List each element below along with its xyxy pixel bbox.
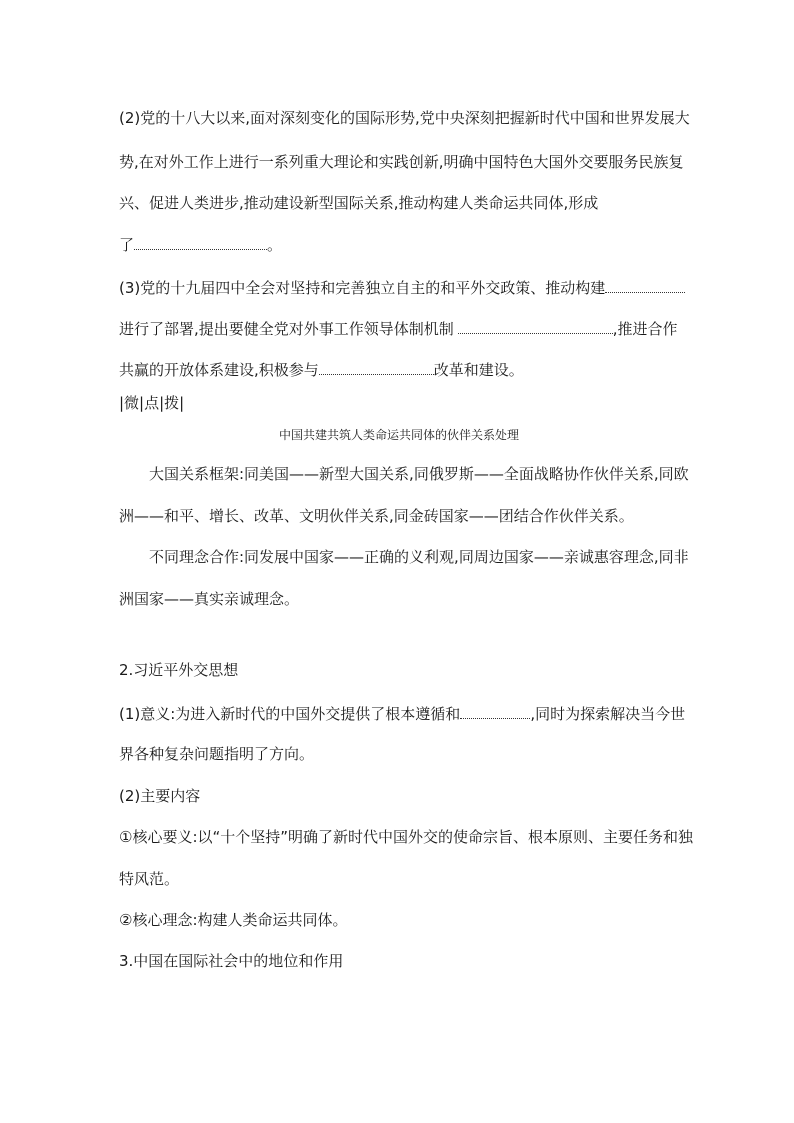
core-idea-line: ②核心理念:构建人类命运共同体。 [119,911,348,929]
core-essence-line-2: 特风范。 [119,870,180,888]
meaning-line-2: 界各种复杂问题指明了方向。 [119,745,315,763]
text: ,推进合作 [612,320,678,338]
para-3-line-3 [119,359,679,380]
text: 进行了部署,提出要健全党对外事工作领导体制机制 [119,320,454,338]
main-content-heading: (2)主要内容 [119,787,201,805]
text: 了 [119,236,135,254]
para-2-line-2: 势,在对外工作上进行一系列重大理论和实践创新,明确中国特色大国外交要服务民族复 [119,153,684,171]
text: 共赢的开放体系建设,积极参与 [119,361,319,379]
weidianbo-para-2-line-1: 不同理念合作:同发展中国家——正确的义利观,同周边国家——亲诚惠容理念,同非 [149,548,689,566]
text: (3)党的十九届四中全会对坚持和完善独立自主的和平外交政策、推动构建 [119,279,606,297]
weidianbo-para-2-line-2: 洲国家——真实亲诚理念。 [119,590,300,608]
heading-china-status: 3.中国在国际社会中的地位和作用 [119,952,344,970]
para-3-line-1 [119,277,679,298]
para-2-line-1: (2)党的十八大以来,面对深刻变化的国际形势,党中央深刻把握新时代中国和世界发展大 [119,109,690,127]
text: ,同时为探索解决当今世 [530,705,686,723]
fill-blank-2[interactable] [605,277,685,293]
fill-blank-1[interactable] [134,234,267,250]
para-2-line-4 [119,234,679,255]
meaning-line-1 [119,703,686,724]
fill-blank-4[interactable] [319,359,434,375]
text: 改革和建设。 [433,361,524,379]
heading-xi-diplomacy: 2.习近平外交思想 [119,661,239,679]
weidianbo-title: 中国共建共筑人类命运共同体的伙伴关系处理 [278,428,519,442]
text: (1)意义:为进入新时代的中国外交提供了根本遵循和 [119,705,461,723]
fill-blank-5[interactable] [460,703,530,719]
para-3-line-2 [119,318,679,339]
para-2-line-3: 兴、促进人类进步,推动建设新型国际关系,推动构建人类命运共同体,形成 [119,194,599,212]
weidianbo-para-1-line-1: 大国关系框架:同美国——新型大国关系,同俄罗斯——全面战略协作伙伴关系,同欧 [149,465,689,483]
core-essence-line-1: ①核心要义:以“十个坚持”明确了新时代中国外交的使命宗旨、根本原则、主要任务和独 [119,828,694,846]
text: 。 [267,236,283,254]
weidianbo-para-1-line-2: 洲——和平、增长、改革、文明伙伴关系,同金砖国家——团结合作伙伴关系。 [119,507,634,525]
weidianbo-label: |微|点|拨| [119,394,185,412]
fill-blank-3[interactable] [458,318,613,334]
